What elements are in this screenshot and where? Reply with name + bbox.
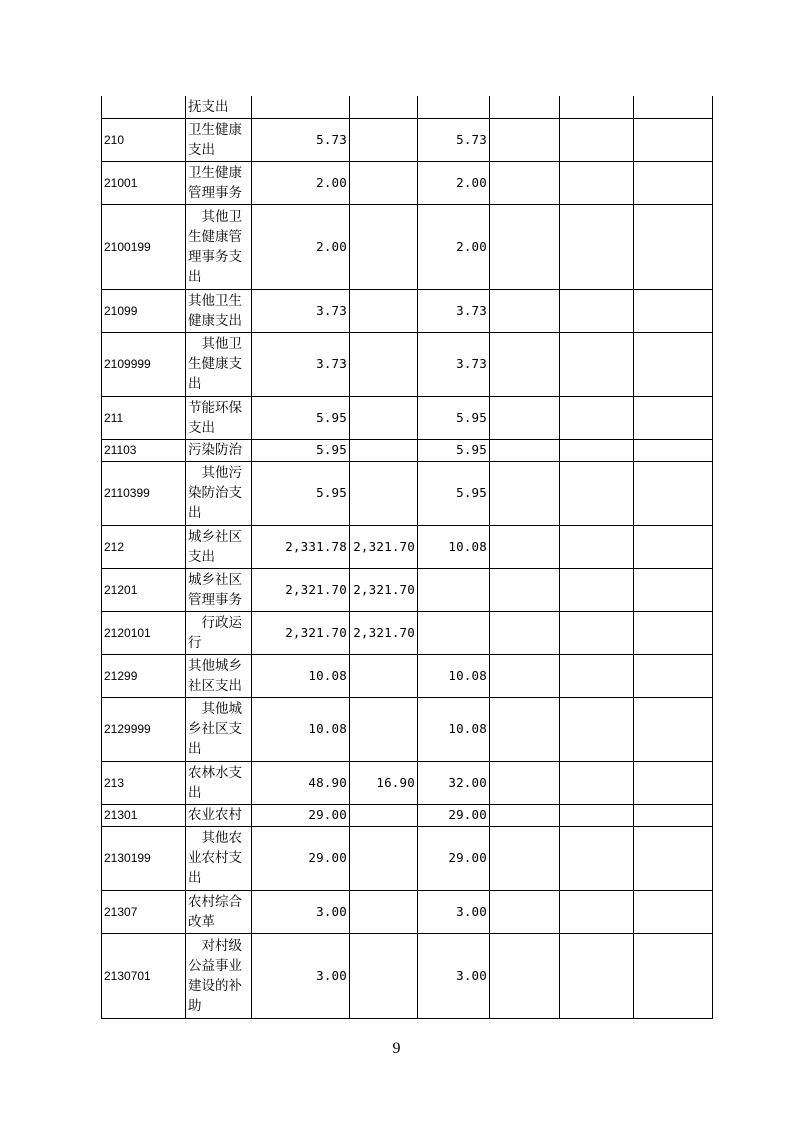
total-cell: 2,321.70 xyxy=(252,568,350,611)
column-8-cell xyxy=(634,118,713,161)
name-cell: 节能环保支出 xyxy=(186,396,252,439)
column-7-cell xyxy=(560,933,634,1018)
table-row xyxy=(102,890,713,933)
column-8-cell xyxy=(634,890,713,933)
column-8-cell xyxy=(634,568,713,611)
column-8-cell xyxy=(634,461,713,525)
name-cell: 污染防治 xyxy=(186,439,252,461)
column-6-cell xyxy=(490,439,560,461)
code-cell xyxy=(102,96,186,118)
column-8-cell xyxy=(634,525,713,568)
project-expenditure-cell: 10.08 xyxy=(418,697,490,761)
column-6-cell xyxy=(490,118,560,161)
name-cell: 其他城乡社区支出 xyxy=(186,697,252,761)
column-6-cell xyxy=(490,332,560,396)
basic-expenditure-cell: 16.90 xyxy=(350,761,418,804)
project-expenditure-cell: 5.95 xyxy=(418,396,490,439)
column-7-cell xyxy=(560,804,634,826)
column-7-cell xyxy=(560,654,634,697)
basic-expenditure-cell xyxy=(350,804,418,826)
name-cell: 城乡社区管理事务 xyxy=(186,568,252,611)
code-cell: 2130199 xyxy=(102,826,186,890)
column-7-cell xyxy=(560,332,634,396)
column-7-cell xyxy=(560,525,634,568)
code-cell: 2120101 xyxy=(102,611,186,654)
code-cell: 21099 xyxy=(102,289,186,332)
table-row xyxy=(102,611,713,654)
column-8-cell xyxy=(634,396,713,439)
name-cell: 卫生健康管理事务 xyxy=(186,161,252,204)
basic-expenditure-cell xyxy=(350,933,418,1018)
column-6-cell xyxy=(490,654,560,697)
column-8-cell xyxy=(634,804,713,826)
project-expenditure-cell: 5.95 xyxy=(418,461,490,525)
project-expenditure-cell: 3.00 xyxy=(418,890,490,933)
project-expenditure-cell: 10.08 xyxy=(418,654,490,697)
project-expenditure-cell: 10.08 xyxy=(418,525,490,568)
total-cell: 3.00 xyxy=(252,933,350,1018)
name-cell: 其他城乡社区支出 xyxy=(186,654,252,697)
code-cell: 21301 xyxy=(102,804,186,826)
table-row xyxy=(102,204,713,289)
code-cell: 2129999 xyxy=(102,697,186,761)
basic-expenditure-cell: 2,321.70 xyxy=(350,525,418,568)
name-cell: 行政运行 xyxy=(186,611,252,654)
name-cell: 其他卫生健康管理事务支出 xyxy=(186,204,252,289)
project-expenditure-cell: 3.73 xyxy=(418,332,490,396)
basic-expenditure-cell xyxy=(350,332,418,396)
basic-expenditure-cell: 2,321.70 xyxy=(350,568,418,611)
column-7-cell xyxy=(560,439,634,461)
column-7-cell xyxy=(560,396,634,439)
project-expenditure-cell: 32.00 xyxy=(418,761,490,804)
code-cell: 21307 xyxy=(102,890,186,933)
column-8-cell xyxy=(634,332,713,396)
total-cell: 10.08 xyxy=(252,697,350,761)
basic-expenditure-cell xyxy=(350,161,418,204)
project-expenditure-cell: 3.00 xyxy=(418,933,490,1018)
table-body xyxy=(102,96,713,1018)
basic-expenditure-cell xyxy=(350,461,418,525)
column-6-cell xyxy=(490,697,560,761)
total-cell: 48.90 xyxy=(252,761,350,804)
column-6-cell xyxy=(490,804,560,826)
column-7-cell xyxy=(560,161,634,204)
total-cell: 29.00 xyxy=(252,826,350,890)
table-row xyxy=(102,933,713,1018)
name-cell: 抚支出 xyxy=(186,96,252,118)
code-cell: 211 xyxy=(102,396,186,439)
column-6-cell xyxy=(490,933,560,1018)
basic-expenditure-cell xyxy=(350,890,418,933)
column-8-cell xyxy=(634,933,713,1018)
basic-expenditure-cell xyxy=(350,289,418,332)
table-row xyxy=(102,332,713,396)
column-6-cell xyxy=(490,890,560,933)
basic-expenditure-cell xyxy=(350,697,418,761)
project-expenditure-cell: 2.00 xyxy=(418,204,490,289)
project-expenditure-cell xyxy=(418,568,490,611)
basic-expenditure-cell xyxy=(350,118,418,161)
project-expenditure-cell: 5.95 xyxy=(418,439,490,461)
column-8-cell xyxy=(634,654,713,697)
code-cell: 21103 xyxy=(102,439,186,461)
column-8-cell xyxy=(634,611,713,654)
code-cell: 2110399 xyxy=(102,461,186,525)
column-8-cell xyxy=(634,697,713,761)
name-cell: 农业农村 xyxy=(186,804,252,826)
project-expenditure-cell: 5.73 xyxy=(418,118,490,161)
name-cell: 卫生健康支出 xyxy=(186,118,252,161)
table-row xyxy=(102,96,713,118)
table-row xyxy=(102,826,713,890)
column-6-cell xyxy=(490,761,560,804)
column-6-cell xyxy=(490,826,560,890)
total-cell: 3.73 xyxy=(252,289,350,332)
name-cell: 农林水支出 xyxy=(186,761,252,804)
column-8-cell xyxy=(634,289,713,332)
name-cell: 其他污染防治支出 xyxy=(186,461,252,525)
project-expenditure-cell: 2.00 xyxy=(418,161,490,204)
column-8-cell xyxy=(634,761,713,804)
column-6-cell xyxy=(490,525,560,568)
column-8-cell xyxy=(634,439,713,461)
column-7-cell xyxy=(560,611,634,654)
table-row xyxy=(102,396,713,439)
column-7-cell xyxy=(560,890,634,933)
table-row xyxy=(102,461,713,525)
column-6-cell xyxy=(490,289,560,332)
name-cell: 其他卫生健康支出 xyxy=(186,332,252,396)
column-6-cell xyxy=(490,204,560,289)
project-expenditure-cell xyxy=(418,611,490,654)
column-7-cell xyxy=(560,568,634,611)
basic-expenditure-cell xyxy=(350,439,418,461)
column-7-cell xyxy=(560,204,634,289)
project-expenditure-cell: 3.73 xyxy=(418,289,490,332)
table-row xyxy=(102,118,713,161)
total-cell: 5.73 xyxy=(252,118,350,161)
table-row xyxy=(102,697,713,761)
total-cell: 2,321.70 xyxy=(252,611,350,654)
code-cell: 2100199 xyxy=(102,204,186,289)
column-8-cell xyxy=(634,161,713,204)
column-7-cell xyxy=(560,761,634,804)
column-7-cell xyxy=(560,96,634,118)
code-cell: 21299 xyxy=(102,654,186,697)
total-cell: 10.08 xyxy=(252,654,350,697)
total-cell: 5.95 xyxy=(252,396,350,439)
project-expenditure-cell xyxy=(418,96,490,118)
code-cell: 21001 xyxy=(102,161,186,204)
table-row xyxy=(102,439,713,461)
table-row xyxy=(102,804,713,826)
column-6-cell xyxy=(490,568,560,611)
budget-table xyxy=(101,96,713,1019)
column-6-cell xyxy=(490,461,560,525)
basic-expenditure-cell xyxy=(350,204,418,289)
column-6-cell xyxy=(490,161,560,204)
total-cell: 3.73 xyxy=(252,332,350,396)
column-6-cell xyxy=(490,96,560,118)
name-cell: 城乡社区支出 xyxy=(186,525,252,568)
table-row xyxy=(102,161,713,204)
column-6-cell xyxy=(490,611,560,654)
name-cell: 农村综合改革 xyxy=(186,890,252,933)
table-row xyxy=(102,654,713,697)
total-cell: 2.00 xyxy=(252,204,350,289)
table-row xyxy=(102,525,713,568)
column-8-cell xyxy=(634,96,713,118)
code-cell: 21201 xyxy=(102,568,186,611)
total-cell: 29.00 xyxy=(252,804,350,826)
table-row xyxy=(102,761,713,804)
total-cell: 5.95 xyxy=(252,439,350,461)
table-row xyxy=(102,568,713,611)
total-cell xyxy=(252,96,350,118)
column-7-cell xyxy=(560,118,634,161)
name-cell: 其他卫生健康支出 xyxy=(186,289,252,332)
total-cell: 2.00 xyxy=(252,161,350,204)
column-7-cell xyxy=(560,289,634,332)
column-7-cell xyxy=(560,697,634,761)
code-cell: 2109999 xyxy=(102,332,186,396)
code-cell: 213 xyxy=(102,761,186,804)
total-cell: 2,331.78 xyxy=(252,525,350,568)
page-number: 9 xyxy=(392,1040,401,1057)
basic-expenditure-cell: 2,321.70 xyxy=(350,611,418,654)
code-cell: 212 xyxy=(102,525,186,568)
column-7-cell xyxy=(560,826,634,890)
project-expenditure-cell: 29.00 xyxy=(418,804,490,826)
basic-expenditure-cell xyxy=(350,396,418,439)
project-expenditure-cell: 29.00 xyxy=(418,826,490,890)
total-cell: 5.95 xyxy=(252,461,350,525)
column-7-cell xyxy=(560,461,634,525)
table-row xyxy=(102,289,713,332)
basic-expenditure-cell xyxy=(350,654,418,697)
code-cell: 2130701 xyxy=(102,933,186,1018)
name-cell: 其他农业农村支出 xyxy=(186,826,252,890)
code-cell: 210 xyxy=(102,118,186,161)
name-cell: 对村级公益事业建设的补助 xyxy=(186,933,252,1018)
basic-expenditure-cell xyxy=(350,826,418,890)
column-6-cell xyxy=(490,396,560,439)
column-8-cell xyxy=(634,826,713,890)
column-8-cell xyxy=(634,204,713,289)
total-cell: 3.00 xyxy=(252,890,350,933)
basic-expenditure-cell xyxy=(350,96,418,118)
